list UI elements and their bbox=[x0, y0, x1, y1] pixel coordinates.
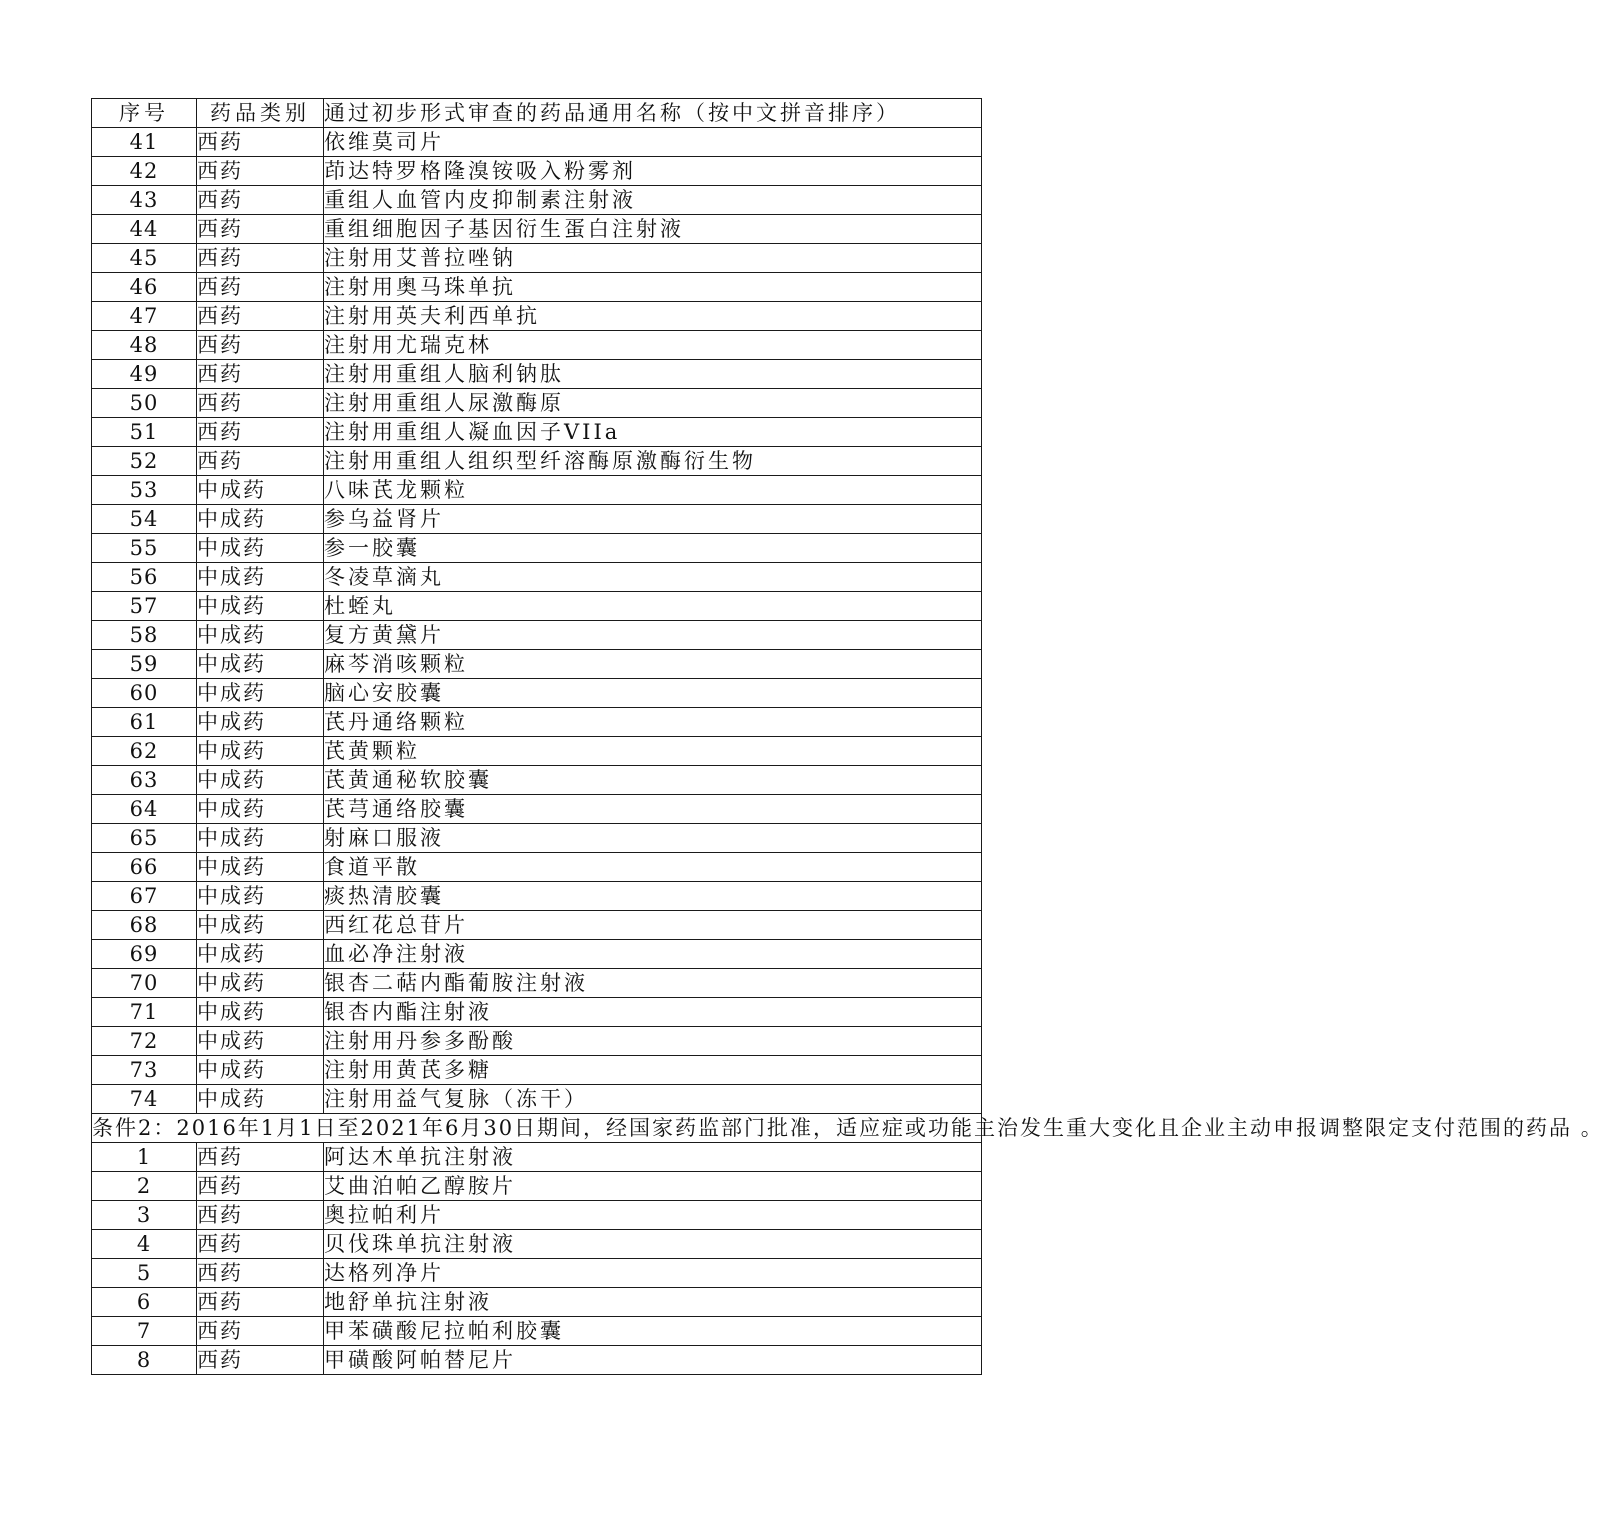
row-category: 中成药 bbox=[197, 1027, 324, 1056]
row-number: 59 bbox=[92, 650, 197, 679]
row-category: 西药 bbox=[197, 157, 324, 186]
table-row bbox=[92, 1317, 982, 1346]
table-row bbox=[92, 1172, 982, 1201]
row-number: 2 bbox=[92, 1172, 197, 1201]
row-drug-name: 贝伐珠单抗注射液 bbox=[324, 1230, 982, 1259]
row-category: 中成药 bbox=[197, 679, 324, 708]
table-row bbox=[92, 447, 982, 476]
row-category: 中成药 bbox=[197, 1085, 324, 1114]
row-number: 66 bbox=[92, 853, 197, 882]
row-number: 65 bbox=[92, 824, 197, 853]
row-category: 西药 bbox=[197, 215, 324, 244]
row-number: 57 bbox=[92, 592, 197, 621]
table-row bbox=[92, 969, 982, 998]
row-drug-name: 银杏内酯注射液 bbox=[324, 998, 982, 1027]
table-row bbox=[92, 1085, 982, 1114]
row-number: 48 bbox=[92, 331, 197, 360]
table-row bbox=[92, 650, 982, 679]
row-number: 42 bbox=[92, 157, 197, 186]
row-drug-name: 脑心安胶囊 bbox=[324, 679, 982, 708]
row-drug-name: 重组细胞因子基因衍生蛋白注射液 bbox=[324, 215, 982, 244]
table-row bbox=[92, 563, 982, 592]
row-number: 58 bbox=[92, 621, 197, 650]
header-drug-name: 通过初步形式审查的药品通用名称（按中文拼音排序） bbox=[324, 99, 982, 128]
row-category: 西药 bbox=[197, 389, 324, 418]
row-category: 西药 bbox=[197, 1143, 324, 1172]
table-row bbox=[92, 621, 982, 650]
table-row bbox=[92, 592, 982, 621]
row-drug-name: 阿达木单抗注射液 bbox=[324, 1143, 982, 1172]
row-drug-name: 甲苯磺酸尼拉帕利胶囊 bbox=[324, 1317, 982, 1346]
row-number: 67 bbox=[92, 882, 197, 911]
row-number: 55 bbox=[92, 534, 197, 563]
row-number: 7 bbox=[92, 1317, 197, 1346]
row-category: 西药 bbox=[197, 1172, 324, 1201]
row-category: 西药 bbox=[197, 244, 324, 273]
row-number: 56 bbox=[92, 563, 197, 592]
table-row bbox=[92, 679, 982, 708]
row-drug-name: 注射用奥马珠单抗 bbox=[324, 273, 982, 302]
row-drug-name: 茚达特罗格隆溴铵吸入粉雾剂 bbox=[324, 157, 982, 186]
row-number: 49 bbox=[92, 360, 197, 389]
table-row bbox=[92, 1201, 982, 1230]
table-row bbox=[92, 940, 982, 969]
row-category: 中成药 bbox=[197, 969, 324, 998]
table-row bbox=[92, 1259, 982, 1288]
row-drug-name: 芪黄通秘软胶囊 bbox=[324, 766, 982, 795]
table-row bbox=[92, 824, 982, 853]
row-category: 中成药 bbox=[197, 621, 324, 650]
row-category: 中成药 bbox=[197, 737, 324, 766]
row-category: 西药 bbox=[197, 1317, 324, 1346]
table-row bbox=[92, 389, 982, 418]
row-drug-name: 八味芪龙颗粒 bbox=[324, 476, 982, 505]
row-category: 中成药 bbox=[197, 766, 324, 795]
table-row bbox=[92, 1288, 982, 1317]
table-row bbox=[92, 186, 982, 215]
row-number: 1 bbox=[92, 1143, 197, 1172]
row-drug-name: 芪芎通络胶囊 bbox=[324, 795, 982, 824]
table-row bbox=[92, 244, 982, 273]
row-drug-name: 注射用重组人组织型纤溶酶原激酶衍生物 bbox=[324, 447, 982, 476]
table-row bbox=[92, 157, 982, 186]
row-drug-name: 注射用黄芪多糖 bbox=[324, 1056, 982, 1085]
row-drug-name: 麻芩消咳颗粒 bbox=[324, 650, 982, 679]
row-drug-name: 注射用重组人凝血因子VIIa bbox=[324, 418, 982, 447]
row-number: 71 bbox=[92, 998, 197, 1027]
row-drug-name: 血必净注射液 bbox=[324, 940, 982, 969]
row-number: 41 bbox=[92, 128, 197, 157]
row-number: 8 bbox=[92, 1346, 197, 1375]
row-category: 西药 bbox=[197, 447, 324, 476]
table-row bbox=[92, 737, 982, 766]
row-number: 54 bbox=[92, 505, 197, 534]
row-drug-name: 注射用重组人尿激酶原 bbox=[324, 389, 982, 418]
row-category: 中成药 bbox=[197, 1056, 324, 1085]
row-number: 5 bbox=[92, 1259, 197, 1288]
row-category: 西药 bbox=[197, 418, 324, 447]
row-drug-name: 奥拉帕利片 bbox=[324, 1201, 982, 1230]
row-drug-name: 注射用重组人脑利钠肽 bbox=[324, 360, 982, 389]
row-drug-name: 注射用益气复脉（冻干） bbox=[324, 1085, 982, 1114]
table-row bbox=[92, 1143, 982, 1172]
table-header-row bbox=[92, 99, 982, 128]
header-category: 药品类别 bbox=[197, 99, 324, 128]
row-number: 69 bbox=[92, 940, 197, 969]
row-drug-name: 食道平散 bbox=[324, 853, 982, 882]
table-row bbox=[92, 418, 982, 447]
row-category: 中成药 bbox=[197, 911, 324, 940]
condition-2-text: 条件2：2016年1月1日至2021年6月30日期间，经国家药监部门批准，适应症或功能主治发生重大变化且企业主动申报调整限定支付范围的药品 。 bbox=[92, 1114, 982, 1143]
row-drug-name: 参一胶囊 bbox=[324, 534, 982, 563]
row-drug-name: 依维莫司片 bbox=[324, 128, 982, 157]
row-number: 61 bbox=[92, 708, 197, 737]
row-drug-name: 冬凌草滴丸 bbox=[324, 563, 982, 592]
table-row bbox=[92, 1346, 982, 1375]
row-number: 64 bbox=[92, 795, 197, 824]
row-drug-name: 芪丹通络颗粒 bbox=[324, 708, 982, 737]
row-drug-name: 甲磺酸阿帕替尼片 bbox=[324, 1346, 982, 1375]
row-drug-name: 地舒单抗注射液 bbox=[324, 1288, 982, 1317]
row-category: 中成药 bbox=[197, 882, 324, 911]
row-category: 中成药 bbox=[197, 534, 324, 563]
table-row bbox=[92, 1230, 982, 1259]
table-row bbox=[92, 360, 982, 389]
row-category: 中成药 bbox=[197, 795, 324, 824]
row-number: 3 bbox=[92, 1201, 197, 1230]
row-category: 中成药 bbox=[197, 708, 324, 737]
row-number: 52 bbox=[92, 447, 197, 476]
table-row bbox=[92, 1027, 982, 1056]
row-number: 73 bbox=[92, 1056, 197, 1085]
table-row bbox=[92, 128, 982, 157]
row-category: 中成药 bbox=[197, 940, 324, 969]
row-number: 4 bbox=[92, 1230, 197, 1259]
table-row bbox=[92, 795, 982, 824]
row-category: 西药 bbox=[197, 302, 324, 331]
row-category: 西药 bbox=[197, 1346, 324, 1375]
row-category: 西药 bbox=[197, 1259, 324, 1288]
row-category: 西药 bbox=[197, 128, 324, 157]
row-category: 西药 bbox=[197, 1288, 324, 1317]
row-number: 63 bbox=[92, 766, 197, 795]
row-category: 中成药 bbox=[197, 505, 324, 534]
row-category: 西药 bbox=[197, 1230, 324, 1259]
row-drug-name: 注射用丹参多酚酸 bbox=[324, 1027, 982, 1056]
row-category: 中成药 bbox=[197, 476, 324, 505]
row-number: 50 bbox=[92, 389, 197, 418]
row-number: 53 bbox=[92, 476, 197, 505]
row-drug-name: 参乌益肾片 bbox=[324, 505, 982, 534]
table-row bbox=[92, 273, 982, 302]
row-number: 6 bbox=[92, 1288, 197, 1317]
condition-row bbox=[92, 1114, 982, 1143]
table-body bbox=[92, 128, 1604, 1375]
row-drug-name: 射麻口服液 bbox=[324, 824, 982, 853]
row-category: 西药 bbox=[197, 273, 324, 302]
row-drug-name: 痰热清胶囊 bbox=[324, 882, 982, 911]
row-number: 60 bbox=[92, 679, 197, 708]
table-row bbox=[92, 302, 982, 331]
row-drug-name: 注射用尤瑞克林 bbox=[324, 331, 982, 360]
row-category: 中成药 bbox=[197, 563, 324, 592]
row-drug-name: 达格列净片 bbox=[324, 1259, 982, 1288]
row-category: 西药 bbox=[197, 331, 324, 360]
row-number: 70 bbox=[92, 969, 197, 998]
table-row bbox=[92, 882, 982, 911]
row-category: 中成药 bbox=[197, 592, 324, 621]
row-drug-name: 银杏二萜内酯葡胺注射液 bbox=[324, 969, 982, 998]
row-number: 43 bbox=[92, 186, 197, 215]
row-category: 中成药 bbox=[197, 824, 324, 853]
row-number: 44 bbox=[92, 215, 197, 244]
table-row bbox=[92, 534, 982, 563]
table-row bbox=[92, 998, 982, 1027]
row-number: 51 bbox=[92, 418, 197, 447]
row-number: 68 bbox=[92, 911, 197, 940]
row-number: 45 bbox=[92, 244, 197, 273]
row-number: 74 bbox=[92, 1085, 197, 1114]
table-row bbox=[92, 911, 982, 940]
header-number: 序号 bbox=[92, 99, 197, 128]
row-drug-name: 注射用艾普拉唑钠 bbox=[324, 244, 982, 273]
table-row bbox=[92, 1056, 982, 1085]
row-number: 46 bbox=[92, 273, 197, 302]
table-row bbox=[92, 766, 982, 795]
row-number: 72 bbox=[92, 1027, 197, 1056]
row-category: 西药 bbox=[197, 360, 324, 389]
table-row bbox=[92, 331, 982, 360]
row-drug-name: 西红花总苷片 bbox=[324, 911, 982, 940]
row-category: 西药 bbox=[197, 186, 324, 215]
row-category: 中成药 bbox=[197, 853, 324, 882]
table-row bbox=[92, 505, 982, 534]
row-drug-name: 艾曲泊帕乙醇胺片 bbox=[324, 1172, 982, 1201]
row-drug-name: 芪黄颗粒 bbox=[324, 737, 982, 766]
row-category: 中成药 bbox=[197, 650, 324, 679]
row-number: 62 bbox=[92, 737, 197, 766]
table-row bbox=[92, 853, 982, 882]
table-row bbox=[92, 215, 982, 244]
row-category: 西药 bbox=[197, 1201, 324, 1230]
row-drug-name: 重组人血管内皮抑制素注射液 bbox=[324, 186, 982, 215]
row-drug-name: 杜蛭丸 bbox=[324, 592, 982, 621]
drug-list-table bbox=[91, 98, 1604, 1375]
table-row bbox=[92, 476, 982, 505]
row-number: 47 bbox=[92, 302, 197, 331]
row-drug-name: 复方黄黛片 bbox=[324, 621, 982, 650]
row-category: 中成药 bbox=[197, 998, 324, 1027]
table-row bbox=[92, 708, 982, 737]
row-drug-name: 注射用英夫利西单抗 bbox=[324, 302, 982, 331]
